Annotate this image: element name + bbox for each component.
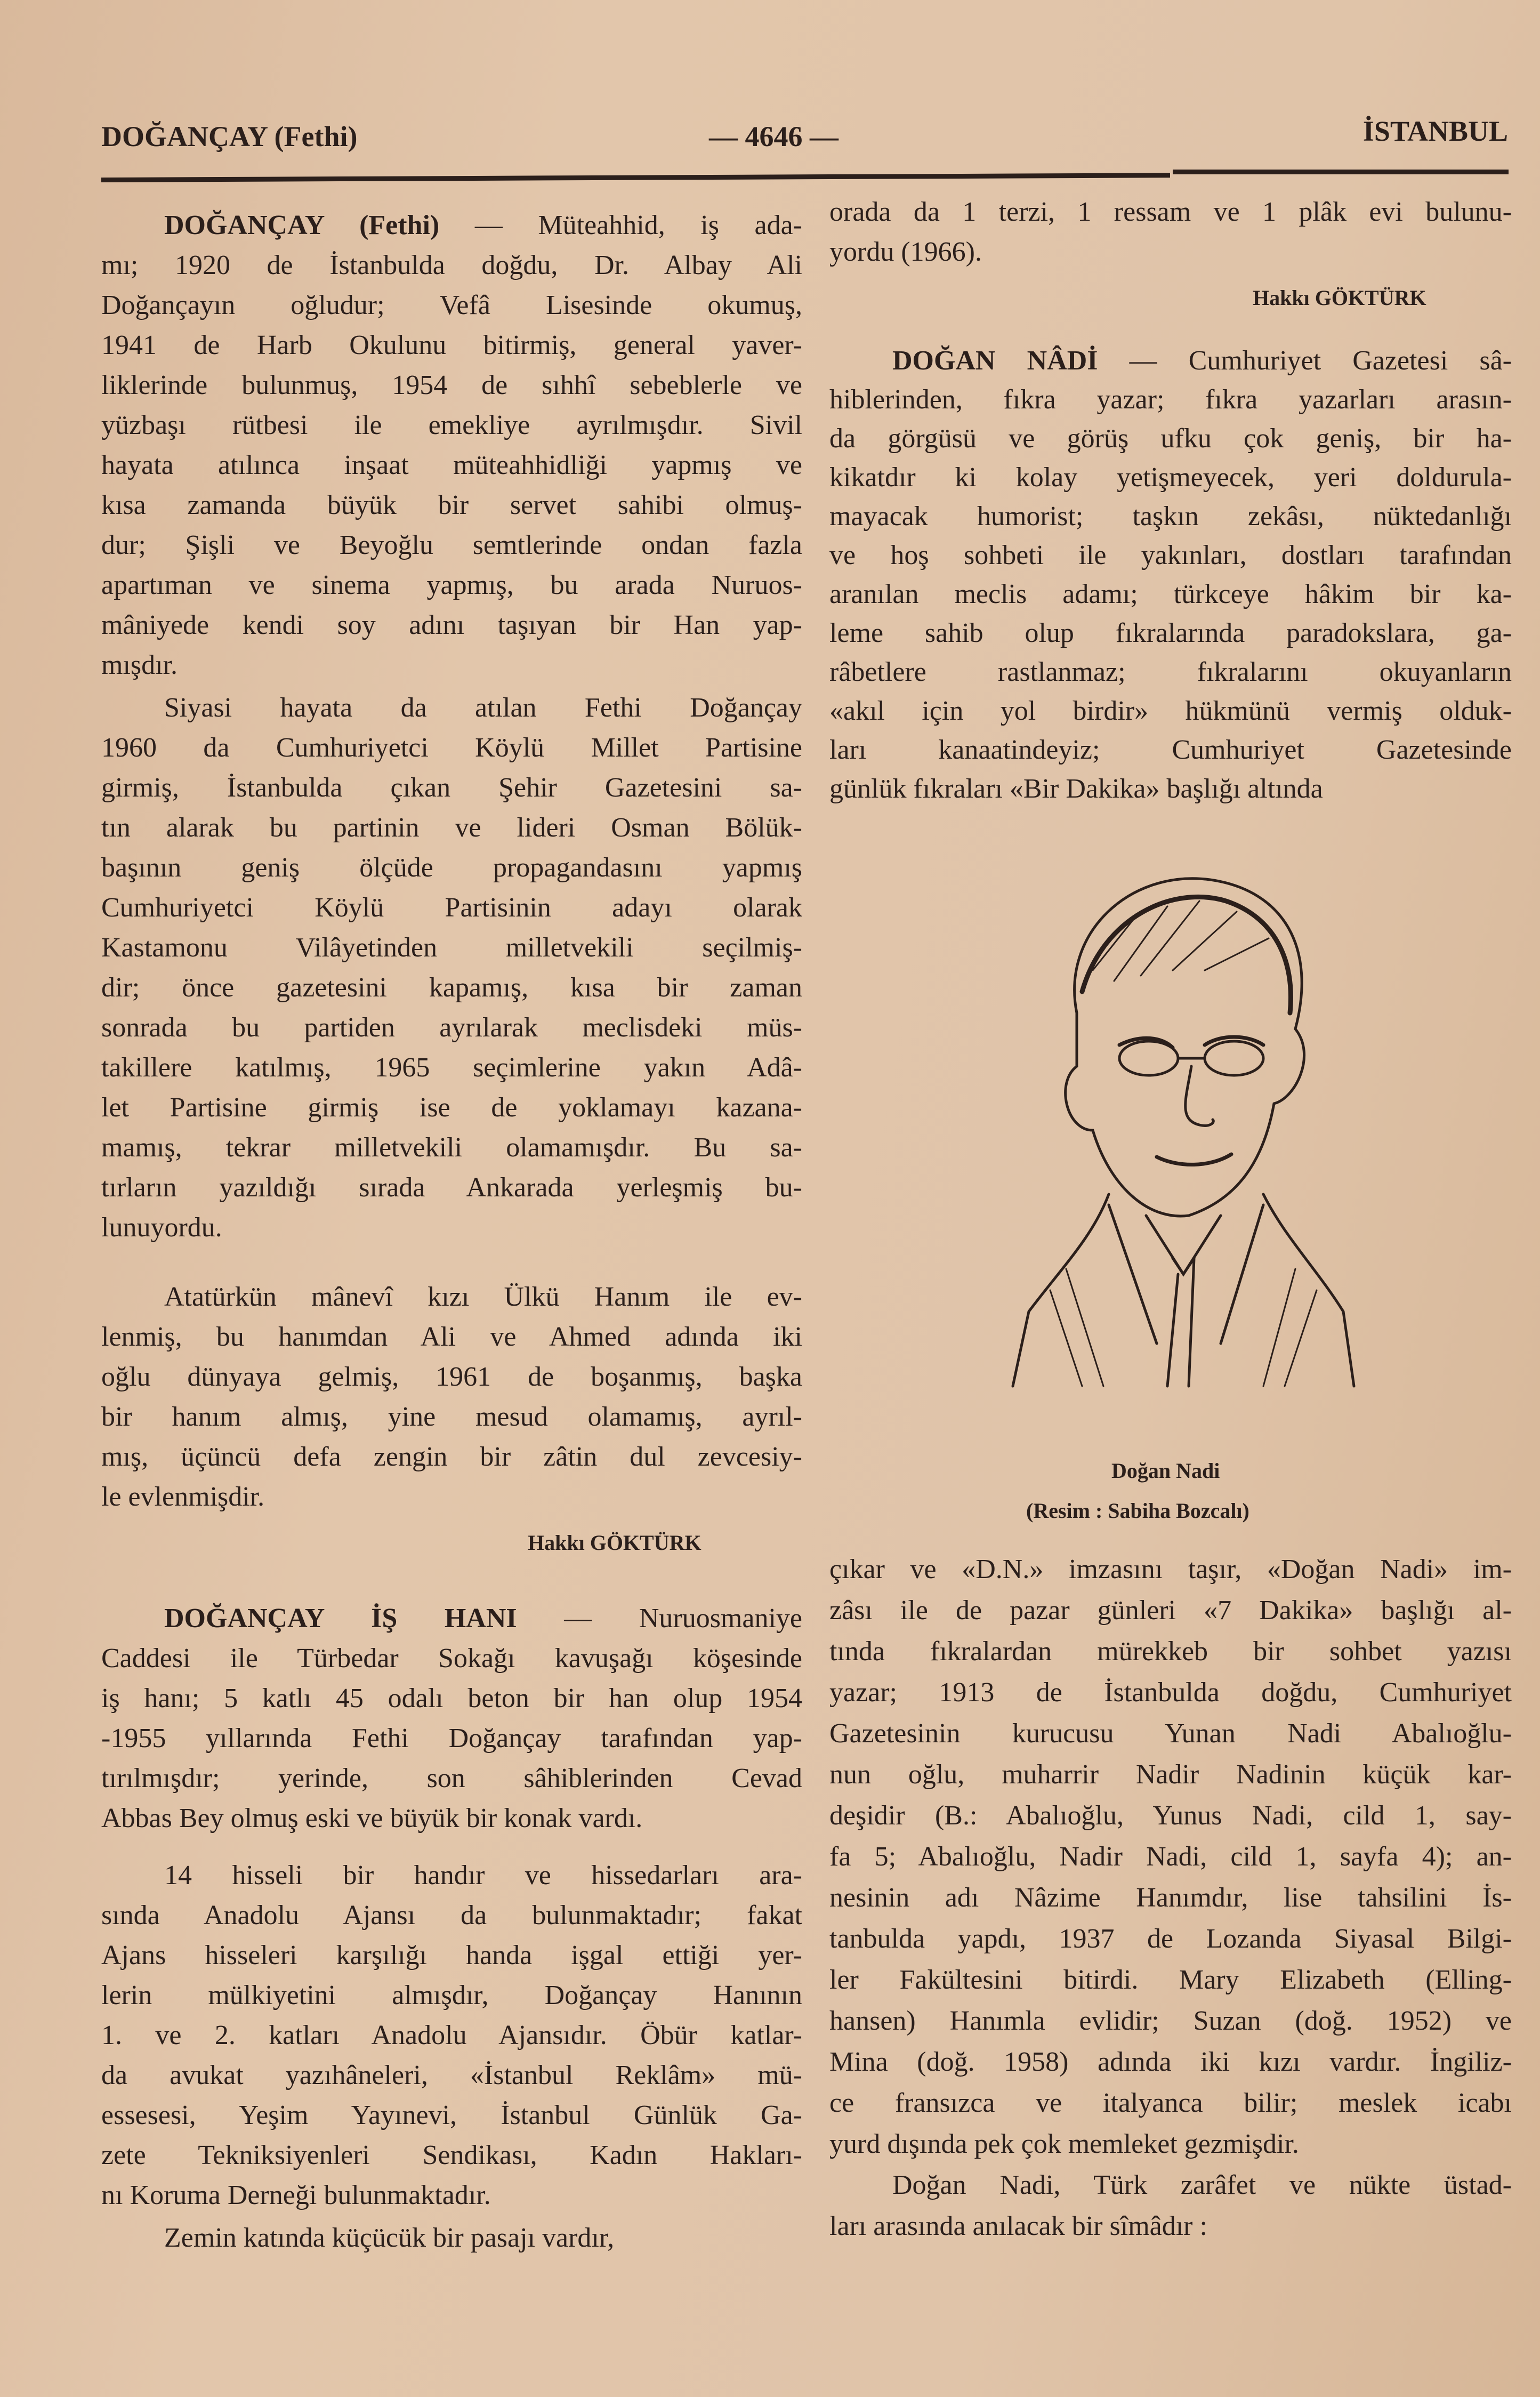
page-number: — 4646 — [709, 120, 838, 152]
text-line [101, 205, 802, 245]
text-line: Gazetesinin kurucusu Yunan Nadi Abalıoğlu- [829, 1718, 1512, 1749]
text-line: lerin mülkiyetini almışdır, Doğançay Hanının [101, 1980, 802, 2010]
text-line: tırların yazıldığı sırada Ankarada yerleşmiş bu- [101, 1172, 802, 1203]
text-line: Siyasi hayata da atılan Fethi Doğançay [164, 693, 802, 723]
text-line: yordu (1966). [829, 237, 982, 267]
text-line: başının geniş ölçüde propagandasını yapmış [101, 852, 802, 883]
text-line: deşidir (B.: Abalıoğlu, Yunus Nadi, cild 1, say- [829, 1800, 1512, 1831]
text-line [101, 1598, 802, 1638]
text-line: ları arasında anılacak bir sîmâdır : [829, 2211, 1207, 2241]
paragraph-continuation [829, 192, 1512, 272]
text-line: yazar; 1913 de İstanbulda doğdu, Cumhuriyet [829, 1677, 1512, 1708]
text-line: mayacak humorist; taşkın zekâsı, nüktedanlığı [829, 501, 1512, 532]
author-signature: Hakkı GÖKTÜRK [1253, 286, 1426, 310]
paragraph-marriage [101, 1277, 802, 1517]
entry-text: — Müteahhid, iş ada- [439, 210, 802, 240]
text-line: da görgüsü ve görüş ufku çok geniş, bir ha- [829, 423, 1512, 454]
text-line: lenmiş, bu hanımdan Ali ve Ahmed adında iki [101, 1322, 802, 1352]
text-line: dir; önce gazetesini kapamış, kısa bir zaman [101, 972, 802, 1003]
paragraph-closing [829, 2165, 1512, 2247]
text-line: ve hoş sohbeti ile yakınları, dostları tarafından [829, 540, 1512, 570]
text-line: nun oğlu, muharrir Nadir Nadinin küçük kar- [829, 1759, 1512, 1790]
entry-dogan-nadi [829, 341, 1512, 808]
text-line: -1955 yıllarında Fethi Doğançay tarafından yap- [101, 1723, 802, 1753]
text-line: tında fıkralardan mürekkeb bir sohbet yazısı [829, 1636, 1512, 1667]
text-line: tın alarak bu partinin ve lideri Osman Bölük- [101, 813, 802, 843]
text-line: Abbas Bey olmuş eski ve büyük bir konak vardı. [101, 1803, 643, 1833]
text-line: ları kanaatindeyiz; Cumhuriyet Gazetesinde [829, 735, 1512, 765]
text-line: iş hanı; 5 katlı 45 odalı beton bir han olup 1954 [101, 1683, 802, 1714]
text-line: orada da 1 terzi, 1 ressam ve 1 plâk evi bulunu- [829, 197, 1512, 227]
text-line: bir hanım almış, yine mesud olamamış, ayrıl- [101, 1402, 802, 1432]
entry-headword: DOĞANÇAY (Fethi) [164, 210, 440, 240]
text-line: dur; Şişli ve Beyoğlu semtlerinde ondan fazla [101, 530, 802, 560]
text-line: 1960 da Cumhuriyetci Köylü Millet Partisine [101, 733, 802, 763]
text-line: takillere katılmış, 1965 seçimlerine yakın Adâ- [101, 1052, 802, 1083]
text-line: tırılmışdır; yerinde, son sâhiblerinden Cevad [101, 1763, 802, 1793]
text-line: Caddesi ile Türbedar Sokağı kavuşağı köşesinde [101, 1643, 802, 1674]
text-line: mışdır. [101, 650, 178, 680]
entry-dogancay-fethi [101, 205, 802, 685]
text-line: râbetlere rastlanmaz; fıkralarını okuyanların [829, 657, 1512, 687]
text-line: «akıl için yol birdir» hükmünü vermiş olduk- [829, 696, 1512, 726]
text-line: zâsı ile de pazar günleri «7 Dakika» başlığı al- [829, 1595, 1512, 1626]
portrait-sketch-dogan-nadi [997, 853, 1359, 1407]
text-line: Doğançayın oğludur; Vefâ Lisesinde okumuş, [101, 290, 802, 320]
entry-headword: DOĞAN NÂDİ [892, 345, 1098, 376]
text-line: tanbulda yapdı, 1937 de Lozanda Siyasal Bilgi- [829, 1924, 1512, 1954]
portrait-caption-credit: (Resim : Sabiha Bozcalı) [1026, 1499, 1249, 1523]
text-line: oğlu dünyaya gelmiş, 1961 de boşanmış, başka [101, 1362, 802, 1392]
paragraph-biography [829, 1549, 1512, 2165]
text-line: mamış, tekrar milletvekili olamamışdır. Bu sa- [101, 1132, 802, 1163]
text-line: nı Koruma Derneği bulunmaktadır. [101, 2180, 491, 2210]
text-line: mış, üçüncü defa zengin bir zâtin dul zevcesiy- [101, 1442, 802, 1472]
running-head-entry: DOĞANÇAY (Fethi) [101, 120, 358, 152]
entry-dogancay-is-hani [101, 1598, 802, 1838]
portrait-caption-name: Doğan Nadi [1111, 1459, 1220, 1483]
entry-text: — Cumhuriyet Gazetesi sâ- [1098, 345, 1512, 376]
text-line: yüzbaşı rütbesi ile emekliye ayrılmışdır. Sivil [101, 410, 802, 440]
entry-text: — Nuruosmaniye [517, 1603, 802, 1634]
text-line: Ajans hisseleri karşılığı handa işgal ettiği yer- [101, 1940, 802, 1970]
text-line: mı; 1920 de İstanbulda doğdu, Dr. Albay Ali [101, 250, 802, 280]
text-line: lunuyordu. [101, 1212, 222, 1243]
text-line: Atatürkün mânevî kızı Ülkü Hanım ile ev- [164, 1282, 802, 1312]
text-line: kısa zamanda büyük bir servet sahibi olmuş- [101, 490, 802, 520]
text-line: aranılan meclis adamı; türkceye hâkim bir ka- [829, 579, 1512, 609]
text-line: ce fransızca ve italyanca bilir; meslek icabı [829, 2088, 1512, 2118]
text-line: sonrada bu partiden ayrılarak meclisdeki müs- [101, 1012, 802, 1043]
text-line: Cumhuriyetci Köylü Partisinin adayı olarak [101, 892, 802, 923]
running-head-section: İSTANBUL [1362, 115, 1508, 147]
text-line: nesinin adı Nâzime Hanımdır, lise tahsilini İs- [829, 1883, 1512, 1913]
entry-headword: DOĞANÇAY İŞ HANI [164, 1603, 517, 1634]
text-line: 1. ve 2. katları Anadolu Ajansıdır. Öbür katlar- [101, 2020, 802, 2050]
header-rule-right [1173, 170, 1509, 174]
text-line: çıkar ve «D.N.» imzasını taşır, «Doğan Nadi» im- [829, 1554, 1512, 1584]
text-line [829, 341, 1512, 380]
text-line: zete Tekniksiyenleri Sendikası, Kadın Hakları- [101, 2140, 802, 2170]
text-line: girmiş, İstanbulda çıkan Şehir Gazetesini sa- [101, 773, 802, 803]
text-line: kikatdır ki kolay yetişmeyecek, yeri doldurula- [829, 462, 1512, 493]
paragraph-shareholders [101, 1855, 802, 2215]
text-line: hiblerinden, fıkra yazar; fıkra yazarları arasın- [829, 384, 1512, 415]
paragraph-passage [101, 2218, 802, 2258]
text-line: hayata atılınca inşaat müteahhidliği yapmış ve [101, 450, 802, 480]
text-line: sında Anadolu Ajansı da bulunmaktadır; fakat [101, 1900, 802, 1931]
text-line: fa 5; Abalıoğlu, Nadir Nadi, cild 1, sayfa 4); an- [829, 1841, 1512, 1872]
paragraph-political-life [101, 688, 802, 1248]
text-line: Doğan Nadi, Türk zarâfet ve nükte üstad- [892, 2170, 1512, 2200]
text-line: Mina (doğ. 1958) adında iki kızı vardır. İngiliz- [829, 2047, 1512, 2077]
text-line: hansen) Hanımla evlidir; Suzan (doğ. 1952) ve [829, 2006, 1512, 2036]
text-line: yurd dışında pek çok memleket gezmişdir. [829, 2129, 1299, 2159]
text-line: Kastamonu Vilâyetinden milletvekili seçilmiş- [101, 932, 802, 963]
text-line: essesesi, Yeşim Yayınevi, İstanbul Günlük Ga- [101, 2100, 802, 2130]
text-line: günlük fıkraları «Bir Dakika» başlığı altında [829, 774, 1323, 804]
text-line: apartıman ve sinema yapmış, bu arada Nuruos- [101, 570, 802, 600]
text-line: da avukat yazıhâneleri, «İstanbul Reklâm» mü- [101, 2060, 802, 2090]
text-line: ler Fakültesini bitirdi. Mary Elizabeth (Elling- [829, 1965, 1512, 1995]
text-line: le evlenmişdir. [101, 1482, 265, 1512]
text-line: leme sahib olup fıkralarında paradokslara, ga- [829, 618, 1512, 648]
text-line: let Partisine girmiş ise de yoklamayı kazana- [101, 1092, 802, 1123]
text-line: 1941 de Harb Okulunu bitirmiş, general yaver- [101, 330, 802, 360]
author-signature: Hakkı GÖKTÜRK [528, 1531, 702, 1555]
text-line: liklerinde bulunmuş, 1954 de sıhhî sebeblerle ve [101, 370, 802, 400]
header-rule-left [101, 173, 1170, 182]
text-line: Zemin katında küçücük bir pasajı vardır, [164, 2223, 615, 2253]
text-line: 14 hisseli bir handır ve hissedarları ara- [164, 1860, 802, 1891]
text-line: mâniyede kendi soy adını taşıyan bir Han yap- [101, 610, 802, 640]
